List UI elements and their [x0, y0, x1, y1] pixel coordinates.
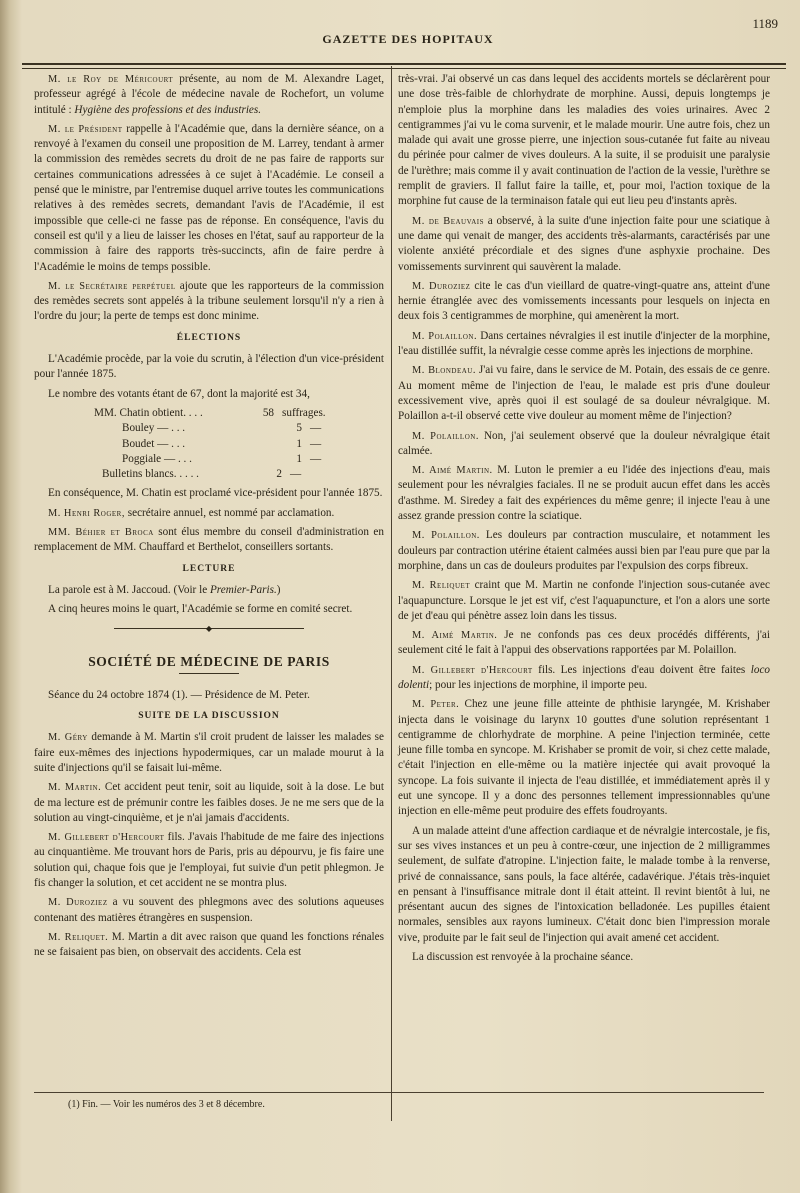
vote-row [94, 452, 384, 467]
left-column [34, 72, 384, 965]
speaker-name: MM. Béhier et Broca [48, 527, 154, 539]
vote-unit: — [310, 422, 322, 435]
paragraph [398, 279, 770, 325]
paragraph [34, 279, 384, 325]
paragraph-text: craint que M. Martin ne confonde l'injection sous-cutanée avec l'aquapuncture. Lorsque le jet est vif, c'est l'aquapuncture, et l'on a alors une sorte de jet d'eau qui pénètre assez loin dans les tissus. [398, 579, 770, 622]
society-title: SOCIÉTÉ DE MÉDECINE DE PARIS [88, 653, 330, 669]
speaker-name: M. Aimé Martin. [412, 465, 493, 477]
paragraph [398, 463, 770, 524]
paragraph [34, 122, 384, 275]
paragraph [398, 363, 770, 424]
vote-unit: — [290, 468, 302, 481]
paragraph: A un malade atteint d'une affection cardiaque et de névralgie intercostale, je fis, sur ses vives instances et un peu à contre-cœur, une injection de 2 milligrammes seulement, de sulfate d'atropine. L'injection faite, le malade tombe à la renverse, privé de connaissance, sans pouls, la face altérée, cadavérique. J'étais très-inquiet en pensant à l'insuffisance mitrale dont il était atteint. Il revint bientôt à lui, ne présentant aucun des signes de l'intoxication belladonée. Les pupilles étaient normales, sensibles aux rayons lumineux. C'était donc bien l'impression morale vive, produite par le fait seul de l'injection qui avait amené cet accident. [398, 824, 770, 944]
speaker-name: M. Aimé Martin. [412, 630, 498, 642]
paragraph-text: Cet accident peut tenir, soit au liquide, soit à la dose. Le but de ma lecture est de prémunir contre les faibles doses. Je ne me sers que de la solution au vingt-cinquième, et je n'ai jamais d'accidents. [34, 781, 384, 824]
paragraph-text: cite le cas d'un vieillard de quatre-vingt-quatre ans, atteint d'une hernie étranglée avec des vomissements incessants pour lesquels on injecta en deux fois 3 centigrammes de morphine, qui amenèrent la mort. [398, 279, 770, 323]
speaker-name: M. Peter. [412, 699, 460, 711]
candidate-name: Bulletins blancs. [102, 468, 177, 481]
candidate-name: Boudet — [122, 437, 169, 450]
paragraph [398, 628, 770, 659]
paragraph [398, 578, 770, 624]
column-divider [391, 66, 392, 1121]
section-heading-lecture: LECTURE [182, 563, 236, 574]
paragraph-text: a observé, à la suite d'une injection faite pour une sciatique à une dame qui venait de manger, des accidents très-alarmants, caractérisés par une violente anxiété précordiale et des signes d'une asphyxie prochaine. Des vomissements survinrent qui sauvèrent la malade. [398, 214, 770, 273]
paragraph-text: La parole est à M. Jaccoud. (Voir le [48, 583, 210, 596]
footnote: (1) Fin. — Voir les numéros des 3 et 8 décembre. [68, 1099, 265, 1110]
vote-row [94, 467, 384, 482]
paragraph-text: rappelle à l'Académie que, dans la dernière séance, on a renvoyé à l'examen du conseil une proposition de M. Larrey, tendant à armer la commission des remèdes secrets du droit de ne pas faire de rapports sur certaines communications adressées à ce sujet à l'Académie. Le conseil a pensé que le ministre, par l'entremise duquel arrive toutes les communications relatives à des remèdes secrets, demandant l'avis de l'Académie, il est impossible que celle-ci ne fasse pas de réponse. En conséquence, l'avis du conseil est qu'il y a lieu de laisser les choses en l'état, sauf au rapporteur de la commission à faire des rapports très-succincts, afin de faire perdre à l'Académie le moins de temps possible. [34, 122, 384, 273]
leader-dots: . . . [188, 406, 203, 419]
section-heading-elections: ÉLECTIONS [176, 332, 242, 343]
paragraph [398, 429, 770, 460]
speaker-name: M. Blondeau. [412, 365, 476, 377]
vote-count: 1 [296, 437, 302, 450]
speaker-name: M. Duroziez [412, 280, 471, 292]
paragraph: L'Académie procède, par la voie du scrutin, à l'élection d'un vice-président pour l'année 1875. [34, 353, 384, 381]
leader-dots: . . . [171, 422, 186, 435]
speaker-name: M. le Secrétaire perpétuel [48, 280, 176, 292]
vote-row [94, 437, 384, 452]
vote-row [94, 406, 384, 421]
vote-count: 5 [296, 422, 302, 435]
paragraph-text: ajoute que les rapporteurs de la commission des remèdes secrets sont appelés à la tribune seulement lorsqu'il n'y a rien à l'ordre du jour; la perte de temps est donc minime. [34, 279, 384, 323]
paragraph [34, 930, 384, 961]
paragraph [398, 697, 770, 819]
speaker-name: M. Duroziez [48, 897, 108, 909]
speaker-name: M. Henri Roger, [48, 507, 125, 519]
paragraph-text: Je ne confonds pas ces deux procédés différents, j'ai seulement cité le fait à l'appui des observations rapportées par M. Polaillon. [398, 629, 770, 657]
paragraph: Le nombre des votants étant de 67, dont la majorité est 34, [48, 387, 310, 400]
speaker-name: M. Polaillon. [412, 330, 478, 342]
paragraph-text: J'ai vu faire, dans le service de M. Potain, des essais de ce genre. Au moment même de l'injection de l'eau, le malade est pris d'une douleur excessivement vive, après quoi il est soulagé de sa douleur névralgique. M. Polaillon a-t-il observé cette vive douleur au moment même de l'injection? [398, 364, 771, 423]
paragraph-text: M. Luton le premier a eu l'idée des injections d'eau, mais seulement pour les névralgies faciales. Il ne se produit aucun effet dans les accès d'asthme. M. Siredey a fait des expériences du même genre; il injecte l'eau à une assez grande pression contre la sciatique. [398, 464, 770, 523]
paragraph: très-vrai. J'ai observé un cas dans lequel des accidents mortels se déclarèrent pour une dose très-faible de chlorhydrate de morphine. Aussi, depuis longtemps je n'emploie plus la morphine dans les maladies des voies urinaires. Avec 2 centigrammes j'ai vu le coma survenir, et le malade mourir. Une autre fois, chez un malade qui avait une grosse pierre, une injection sous-cutanée fut faite au niveau du périnée pour calmer de vives douleurs. A la suite, il se produisit une paralysie de l'urèthre; mais comme il y avait continuation de l'action de la vessie, l'urèthre se remplit de graviers. Il fallut faire la taille, et, pour moi, l'action toxique de la morphine fut cause de la terminaison fatale qui eut lieu peu d'instants après. [398, 73, 770, 208]
paragraph-text: fils. Les injections d'eau doivent être faites [532, 663, 751, 676]
paragraph-text: Non, j'ai seulement observé que la douleur névralgique était calmée. [398, 429, 770, 457]
right-column [398, 72, 770, 969]
vote-count: 1 [296, 452, 302, 465]
section-ornament [114, 626, 304, 632]
paragraph-text: présente, au nom de M. Alexandre Laget, professeur agrégé à l'école de médecine navale de Rochefort, un volume intitulé : [34, 73, 384, 116]
paragraph [34, 583, 384, 598]
paragraph-text: a vu souvent des phlegmons avec des solutions aqueuses contenant des matières étrangères en suspension. [34, 896, 384, 924]
vote-unit: suffrages. [282, 406, 326, 419]
paragraph-text: Dans certaines névralgies il est inutile d'injecter de la morphine, l'eau distillée suffit, la névralgie cesse comme après les injections de morphine. [398, 329, 770, 358]
speaker-name: M. Reliquet [412, 580, 471, 592]
vote-unit: — [310, 437, 322, 450]
paragraph [34, 525, 384, 556]
page-header [28, 14, 788, 58]
speaker-name: M. Polaillon. [412, 530, 480, 542]
speaker-name: M. le Roy de Méricourt [48, 74, 174, 85]
paragraph [34, 730, 384, 776]
header-rule [22, 63, 786, 69]
vote-row [94, 421, 384, 436]
section-heading-discussion: SUITE DE LA DISCUSSION [138, 711, 280, 722]
paragraph: En conséquence, M. Chatin est proclamé vice-président pour l'année 1875. [48, 487, 383, 500]
vote-results-table [94, 406, 384, 482]
paragraph [398, 663, 770, 694]
speaker-name: M. le Président [48, 123, 123, 135]
paragraph [398, 528, 770, 574]
speaker-name: M. Reliquet. [48, 931, 109, 943]
paragraph-text: M. Martin a dit avec raison que quand les fonctions rénales ne se faisaient pas bien, on observait des accidents. Cela est [34, 930, 384, 959]
paragraph-text: sont élus membre du conseil d'administration en remplacement de MM. Chauffard et Berthelot, conseillers sortants. [34, 526, 384, 554]
journal-title: GAZETTE DES HOPITAUX [322, 32, 494, 46]
paragraph-text: secrétaire annuel, est nommé par acclamation. [124, 506, 335, 519]
speaker-name: M. Gillebert d'Hercourt [412, 664, 533, 676]
paragraph-text: ; pour les injections de morphine, il importe peu. [429, 678, 648, 691]
candidate-name: MM. Chatin obtient. [94, 406, 186, 419]
paragraph [34, 506, 384, 521]
speaker-name: M. Géry [48, 732, 88, 744]
closing-paragraph: La discussion est renvoyée à la prochaine séance. [412, 951, 634, 964]
vote-count: 58 [262, 406, 274, 419]
leader-dots: . . . . [179, 468, 199, 481]
reference-title: Premier-Paris. [209, 583, 277, 596]
paragraph-text: Les douleurs par contraction musculaire, et notamment les douleurs par contraction utérine étaient calmées aussi bien par l'eau pure que par la morphine, dans un cas de douleurs produites par l'expulsion des corps fibreux. [398, 529, 770, 572]
vote-unit: — [310, 452, 322, 465]
speaker-name: M. de Beauvais [412, 215, 485, 227]
paragraph [34, 780, 384, 826]
paragraph [398, 214, 770, 275]
paragraph-text: fils. J'avais l'habitude de me faire des injections au cinquantième. Me trouvant hors de Paris, pris au dépourvu, je fis faire une solution qui, chaque fois que je l'employai, fut suivie d'un petit phlegmon. Je fis changer la solution, et cet accident ne se montra plus. [34, 831, 384, 890]
candidate-name: Poggiale — [122, 452, 176, 465]
speaker-name: M. Martin. [48, 782, 102, 794]
latin-phrase: loco dolenti [398, 663, 771, 691]
candidate-name: Bouley — [122, 422, 169, 435]
speaker-name: M. Gillebert d'Hercourt [48, 832, 165, 844]
footnote-rule [34, 1092, 764, 1093]
speaker-name: M. Polaillon. [412, 430, 479, 442]
paragraph-text: demande à M. Martin s'il croit prudent de laisser les malades se faire eux-mêmes des injections hypodermiques, car un malade mourut à la suite d'injections qu'il se faisait lui-même. [34, 731, 384, 774]
vote-count: 2 [276, 468, 282, 481]
paragraph [34, 72, 384, 118]
paragraph: A cinq heures moins le quart, l'Académie se forme en comité secret. [48, 603, 353, 616]
book-title: Hygiène des professions et des industries. [74, 103, 262, 116]
session-line: Séance du 24 octobre 1874 (1). — Présidence de M. Peter. [48, 688, 310, 701]
paragraph-text: ) [276, 583, 281, 596]
paragraph [34, 830, 384, 891]
leader-dots: . . . [177, 452, 192, 465]
title-rule [179, 673, 239, 674]
page-number: 1189 [752, 16, 778, 31]
leader-dots: . . . [171, 437, 186, 450]
paragraph [34, 895, 384, 926]
paragraph [398, 329, 770, 360]
paragraph-text: Chez une jeune fille atteinte de phthisie laryngée, M. Krishaber injecta dans le voisinage du larynx 10 gouttes d'une solution représentant 1 centigramme de chlorhydrate de morphine. A peine l'injection terminée, cette jeune fille tomba en syncope. M. Krishaber se promit de voir, si chez cette malade, c'était l'injection en elle-même ou la matière injectée qui avait provoqué la syncope. La fois suivante il injecta de l'eau distillée, et immédiatement après il y eut une syncope. Il y a donc des personnes tellement impressionnables qu'une injection en elle-même peut produire des effets foudroyants. [398, 698, 770, 818]
